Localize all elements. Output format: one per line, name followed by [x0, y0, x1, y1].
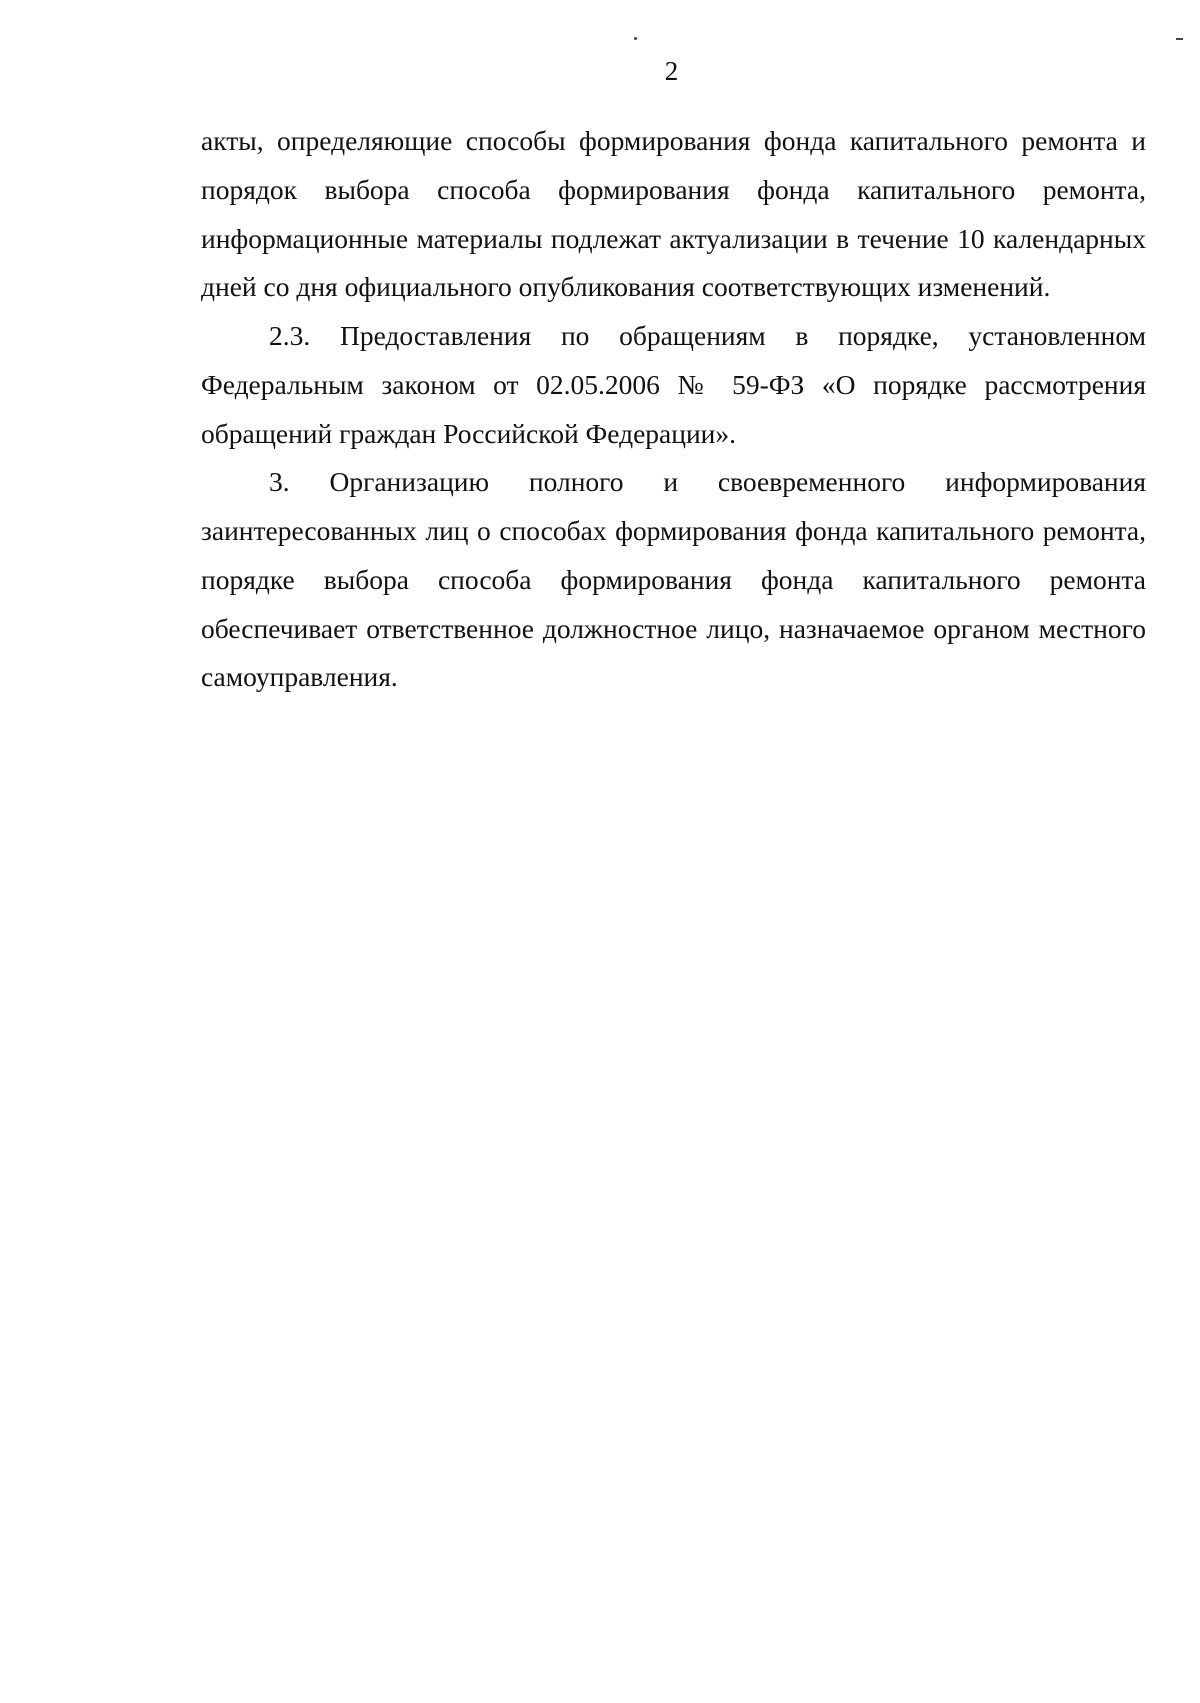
document-body: [201, 117, 1146, 702]
paragraph-continuation: акты, определяющие способы формирования фонда капитального ремонта и порядок выбора способа формирования фонда капитального ремонта, информационные материалы подлежат актуализации в течение 10 календарных дней со дня официального опубликования соответствующих изменений.: [201, 125, 1146, 303]
paragraph-2-3: 2.3. Предоставления по обращениям в порядке, установленном Федеральным законом от 02.05.2006 № 59-ФЗ «О порядке рассмотрения обращений граждан Российской Федерации».: [201, 320, 1146, 449]
scan-speck: [1176, 38, 1183, 40]
paragraph-3: 3. Организацию полного и своевременного информирования заинтересованных лиц о способах формирования фонда капитального ремонта, порядке выбора способа формирования фонда капитального ремонта обеспечивает ответственное должностное лицо, назначаемое органом местного самоуправления.: [201, 466, 1146, 693]
page-number: 2: [664, 56, 679, 86]
scan-speck: [634, 37, 637, 40]
